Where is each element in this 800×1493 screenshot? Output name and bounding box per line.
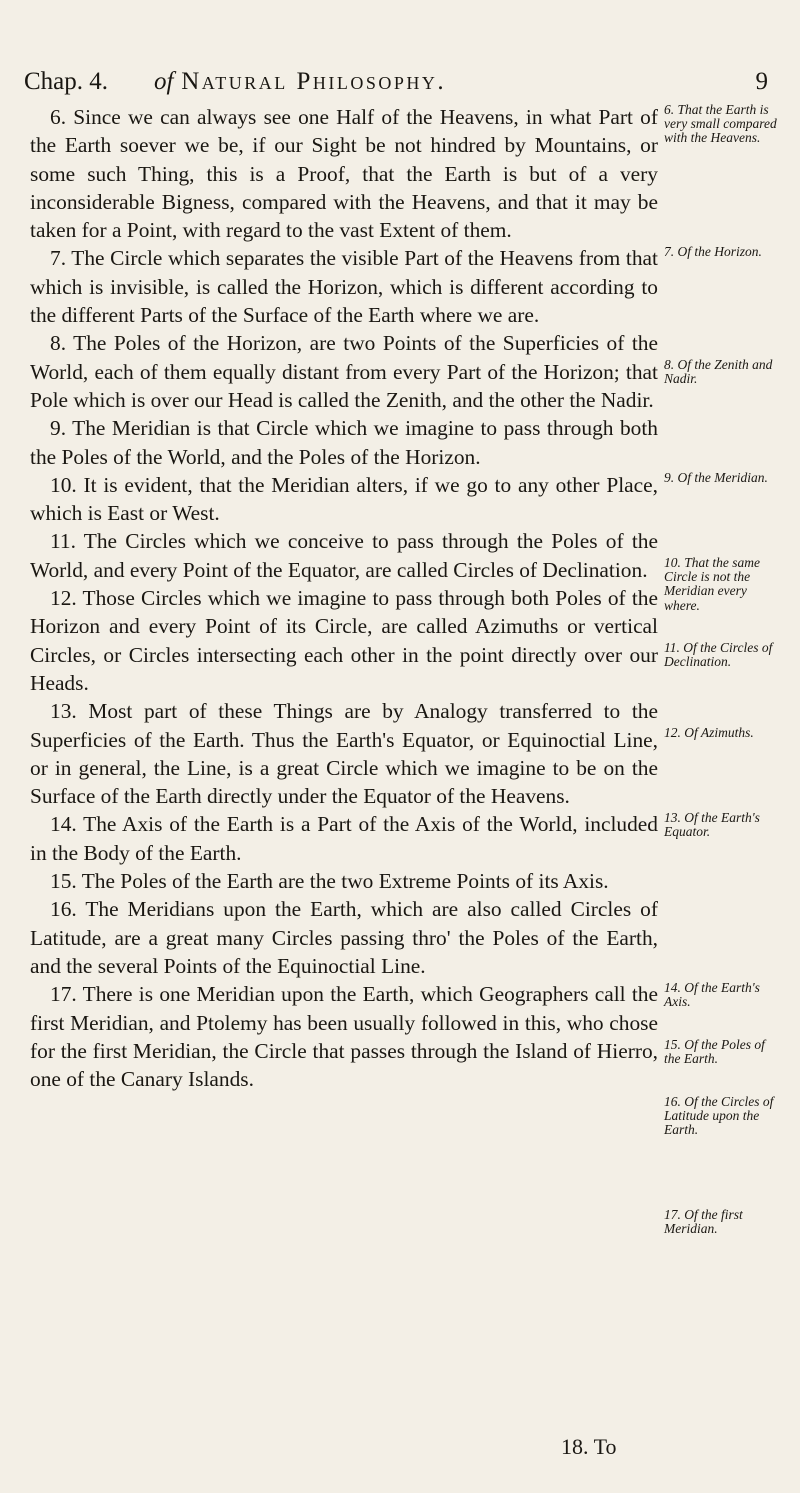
catchword: 18. To [561, 1434, 617, 1459]
margin-note-13: 13. Of the Earth's Equator. [664, 810, 760, 840]
margin-note-14: 14. Of the Earth's Axis. [664, 980, 760, 1010]
page-number: 9 [755, 68, 768, 95]
paragraph-8: 8. The Poles of the Horizon, are two Points of the Superficies of the World, each of them equally distant from every Part of the Horizon; that Pole which is over our Head is called the Zenith, and the other the Nadir. [30, 331, 658, 412]
paragraph-10: 10. It is evident, that the Meridian alters, if we go to any other Place, which is East or West. [30, 472, 658, 526]
paragraph-12: 12. Those Circles which we imagine to pass through both Poles of the Horizon and every Point of its Circle, are called Azimuths or vertical Circles, or Circles intersecting each other in the point directly over our Heads. [30, 586, 658, 695]
chapter-label: Chap. 4. [24, 68, 109, 95]
paragraph-14: 14. The Axis of the Earth is a Part of the Axis of the World, included in the Body of the Earth. [30, 812, 658, 865]
paragraph-9: 9. The Meridian is that Circle which we imagine to pass through both the Poles of the World, and the Poles of the Horizon. [30, 416, 658, 469]
margin-note-10: 10. That the same Circle is not the Meridian every where. [664, 555, 760, 613]
margin-note-7: 7. Of the Horizon. [664, 244, 762, 259]
paragraph-17: 17. There is one Meridian upon the Earth, which Geographers call the first Meridian, and Ptolemy has been usually followed in this, who chose for the first Meridian, the Circle that passes through the Island of Hierro, one of the Canary Islands. [30, 982, 658, 1092]
paragraph-16: 16. The Meridians upon the Earth, which are also called Circles of Latitude, are a great many Circles passing thro' the Poles of the Earth, and the several Points of the Equinoctial Line. [30, 897, 658, 978]
margin-note-12: 12. Of Azimuths. [664, 725, 754, 740]
paragraph-6: 6. Since we can always see one Half of the Heavens, in what Part of the Earth soever we be, if our Sight be not hindred by Mountains, or some such Thing, this is a Proof, that the Earth is but of a very inconsiderable Bigness, compared with the Heavens, and that it may be taken for a Point, with regard to the vast Extent of them. [30, 105, 658, 243]
main-text [30, 103, 658, 1093]
margin-note-17: 17. Of the first Meridian. [664, 1207, 743, 1237]
paragraph-7: 7. The Circle which separates the visible Part of the Heavens from that which is invisible, is called the Horizon, which is different according to the different Parts of the Surface of the Earth where we are. [30, 246, 658, 328]
margin-note-9: 9. Of the Meridian. [664, 470, 768, 485]
margin-note-15: 15. Of the Poles of the Earth. [664, 1037, 765, 1067]
margin-note-11: 11. Of the Circles of Declination. [664, 640, 773, 670]
margin-note-8: 8. Of the Zenith and Nadir. [664, 357, 773, 387]
running-title: of Natural Philosophy. [154, 68, 447, 95]
paragraph-15: 15. The Poles of the Earth are the two Extreme Points of its Axis. [50, 869, 609, 894]
margin-note-6: 6. That the Earth is very small compared with the Heavens. [664, 102, 777, 146]
margin-note-16: 16. Of the Circles of Latitude upon the Earth. [664, 1094, 774, 1138]
paragraph-11: 11. The Circles which we conceive to pass through the Poles of the World, and every Point of the Equator, are called Circles of Declination. [30, 529, 658, 582]
paragraph-13: 13. Most part of these Things are by Analogy transferred to the Superficies of the Earth. Thus the Earth's Equator, or Equinoctial Line, or in general, the Line, is a great Circle which we imagine to be on the Surface of the Earth directly under the Equator of the Heavens. [30, 699, 658, 809]
